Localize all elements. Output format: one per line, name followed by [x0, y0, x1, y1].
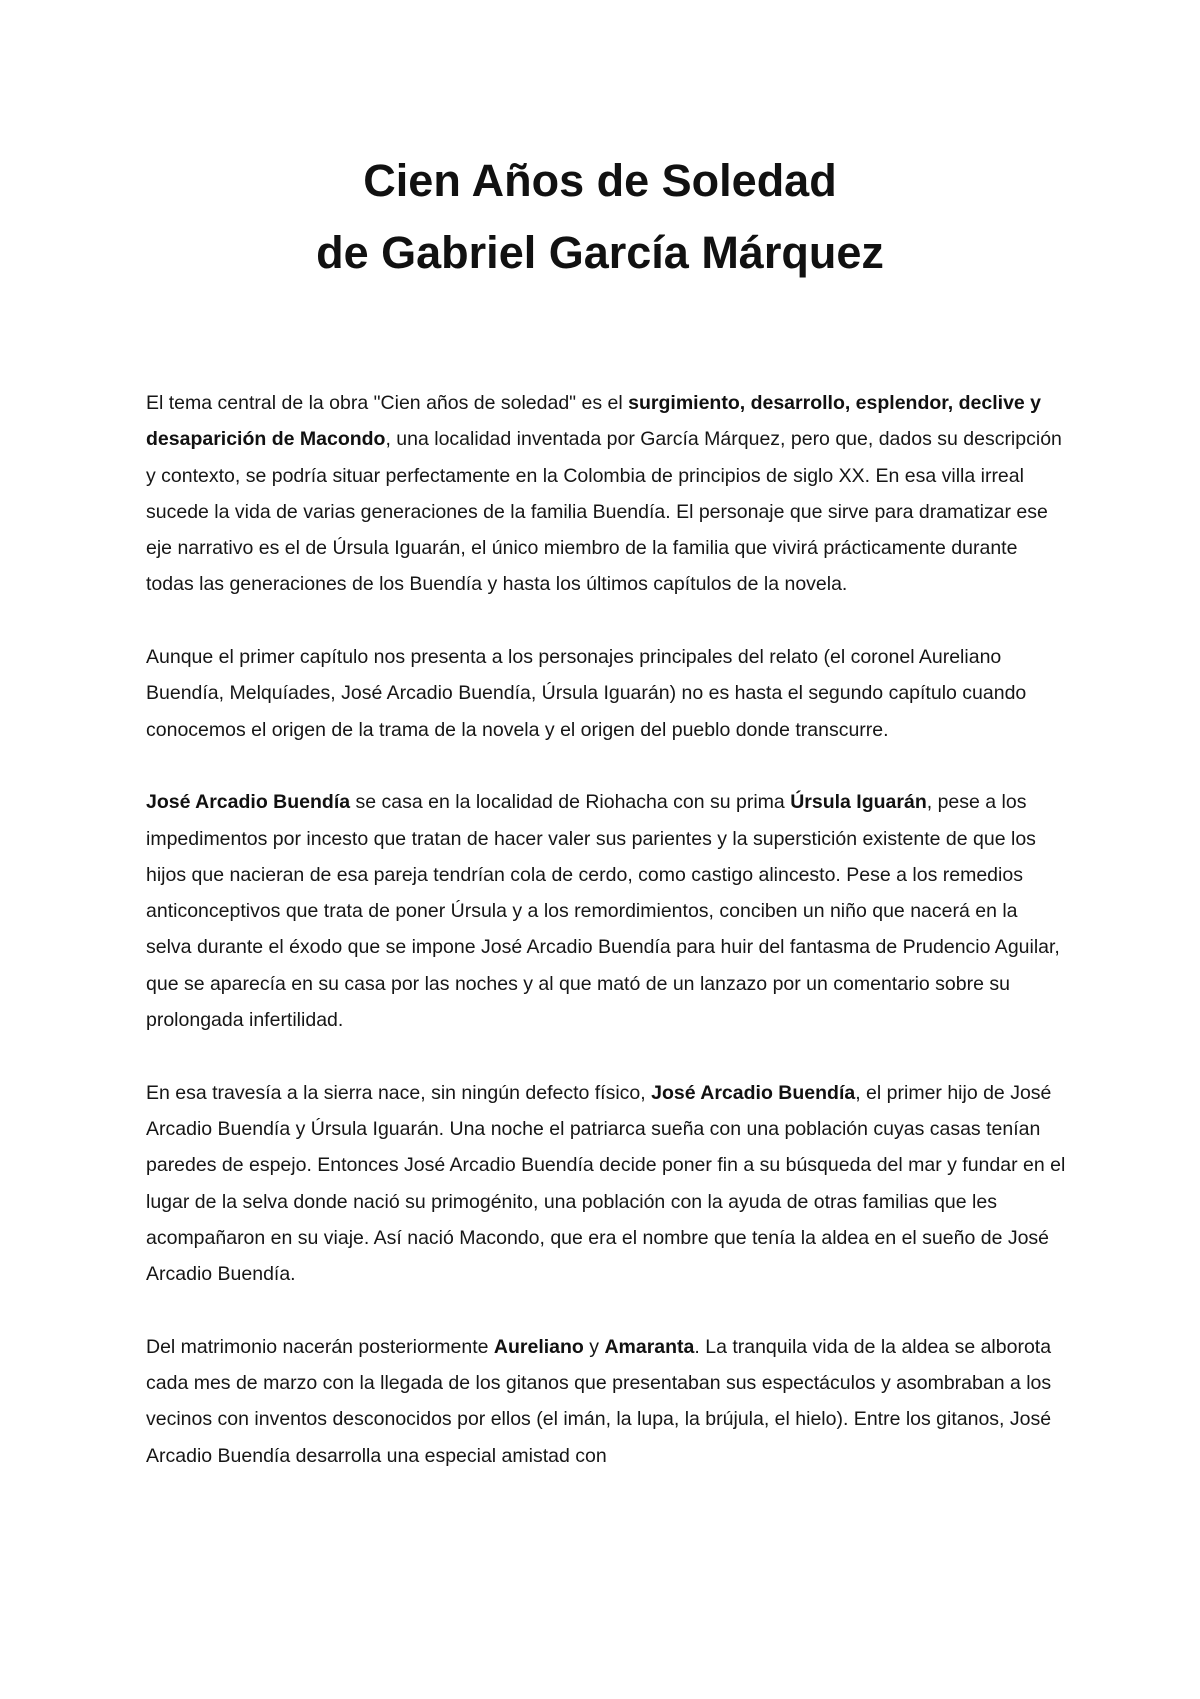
text-run: , una localidad inventada por García Márquez, pero que, dados su descripción y contexto, se podría situar perfectamente en la Colombia de principios de siglo XX. En esa villa irreal sucede la vida de varias generaciones de la familia Buendía. El personaje que sirve para dramatizar ese eje narrativo es el de Úrsula Iguarán, el único miembro de la familia que vivirá prácticamente durante todas las generaciones de los Buendía y hasta los últimos capítulos de la novela.	[146, 428, 1062, 596]
text-run: se casa en la localidad de Riohacha con su prima	[350, 791, 791, 814]
text-run: , el primer hijo de José Arcadio Buendía y Úrsula Iguarán. Una noche el patriarca sueña con una población cuyas casas tenían paredes de espejo. Entonces José Arcadio Buendía decide poner fin a su búsqueda del mar y fundar en el lugar de la selva donde nació su primogénito, una población con la ayuda de otras familias que les acompañaron en su viaje. Así nació Macondo, que era el nombre que tenía la aldea en el sueño de José Arcadio Buendía.	[146, 1081, 1066, 1286]
text-run: y	[583, 1335, 605, 1358]
bold-text-run: Amaranta	[604, 1335, 695, 1358]
text-run: En esa travesía a la sierra nace, sin ningún defecto físico,	[146, 1081, 652, 1104]
bold-text-run: Aureliano	[493, 1335, 584, 1358]
text-run: . La tranquila vida de la aldea se alborota cada mes de marzo con la llegada de los gitanos que presentaban sus espectáculos y asombraban a los vecinos con inventos desconocidos por ellos (el imán, la lupa, la brújula, el hielo). Entre los gitanos, José Arcadio Buendía desarrolla una especial amistad con	[146, 1335, 1052, 1467]
bold-text-run: José Arcadio Buendía	[146, 791, 351, 814]
document-title	[0, 145, 1200, 289]
title-line-1: Cien Años de Soledad	[363, 155, 837, 206]
text-run: El tema central de la obra "Cien años de soledad" es el	[146, 392, 629, 414]
paragraph-2	[146, 639, 1066, 748]
bold-text-run: Úrsula Iguarán	[790, 791, 927, 814]
bold-text-run: surgimiento, desarrollo, esplendor, declive y desaparición de Macondo	[146, 392, 1042, 451]
text-run: Del matrimonio nacerán posteriormente	[146, 1335, 494, 1358]
paragraph-4	[146, 1075, 1066, 1293]
text-run: , pese a los impedimentos por incesto que tratan de hacer valer sus parientes y la superstición existente de que los hijos que nacieran de esa pareja tendrían cola de cerdo, como castigo alincesto. Pese a los remedios anticonceptivos que trata de poner Úrsula y a los remordimientos, conciben un niño que nacerá en la selva durante el éxodo que se impone José Arcadio Buendía para huir del fantasma de Prudencio Aguilar, que se aparecía en su casa por las noches y al que mató de un lanzazo por un comentario sobre su prolongada infertilidad.	[146, 791, 1060, 1032]
paragraph-1	[146, 385, 1066, 603]
bold-text-run: José Arcadio Buendía	[651, 1081, 856, 1104]
paragraph-3	[146, 784, 1066, 1038]
title-line-2: de Gabriel García Márquez	[316, 227, 884, 278]
paragraph-5	[146, 1329, 1066, 1474]
document-body	[146, 385, 1066, 1510]
text-run: Aunque el primer capítulo nos presenta a los personajes principales del relato (el coronel Aureliano Buendía, Melquíades, José Arcadio Buendía, Úrsula Iguarán) no es hasta el segundo capítulo cuando conocemos el origen de la trama de la novela y el origen del pueblo donde transcurre.	[146, 646, 1027, 741]
